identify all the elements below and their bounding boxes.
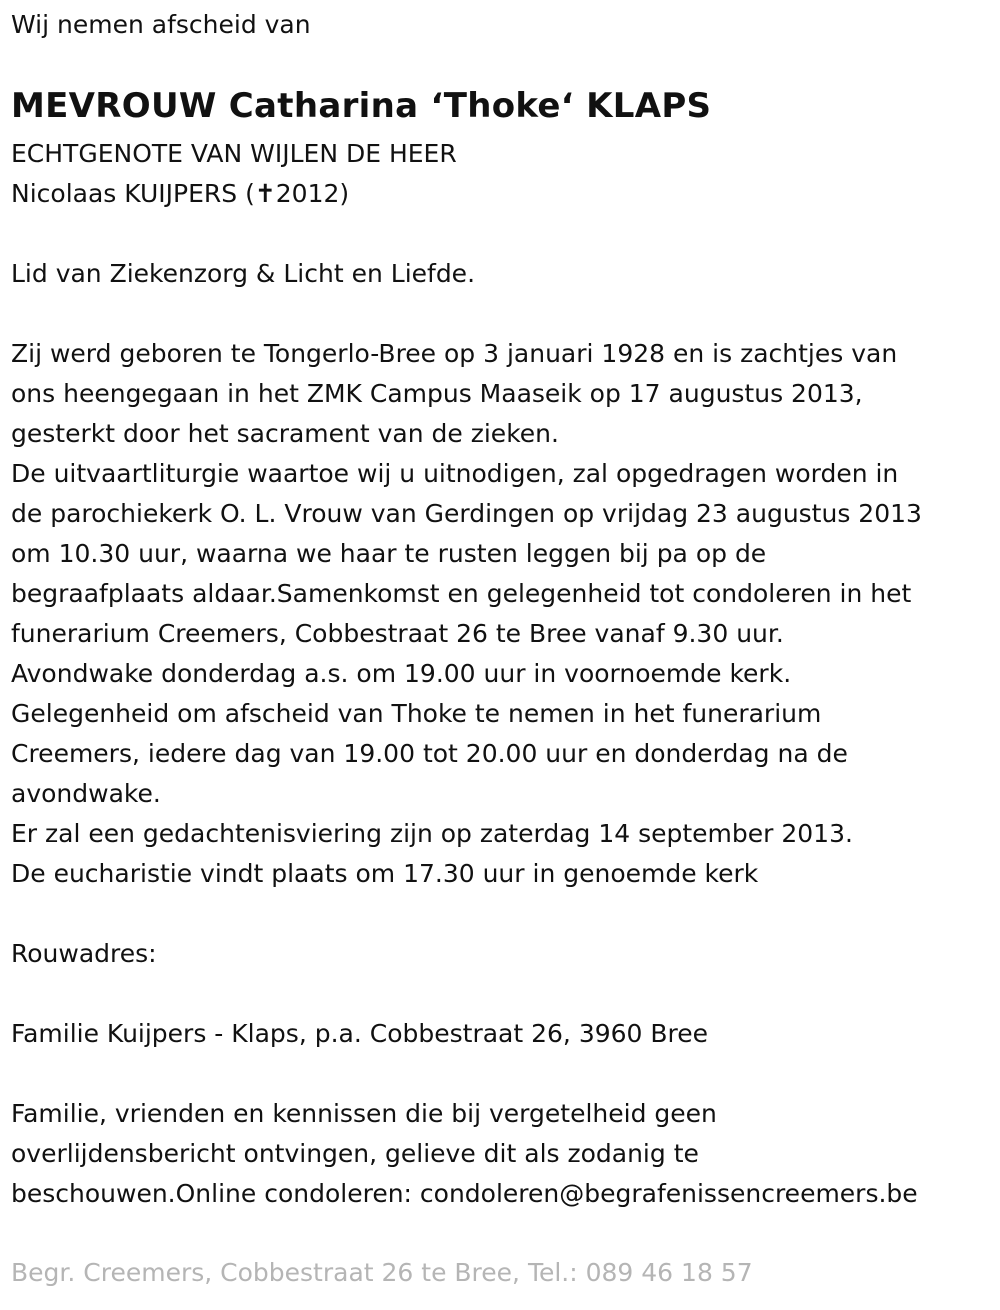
spouse-line-1: ECHTGENOTE VAN WIJLEN DE HEER [11, 139, 457, 168]
main-line: Zij werd geboren te Tongerlo-Bree op 3 januari 1928 en is zachtjes van [11, 339, 898, 368]
main-line: begraafplaats aldaar.Samenkomst en gelegenheid tot condoleren in het [11, 579, 912, 608]
membership-block [11, 254, 475, 294]
notice-block [11, 1094, 918, 1214]
main-announcement [11, 334, 922, 894]
main-line: Gelegenheid om afscheid van Thoke te nemen in het funerarium [11, 699, 822, 728]
main-line: ons heengegaan in het ZMK Campus Maaseik op 17 augustus 2013, [11, 379, 863, 408]
rouwadres-block [11, 934, 157, 974]
main-line: Creemers, iedere dag van 19.00 tot 20.00 uur en donderdag na de [11, 739, 848, 768]
main-line: De uitvaartliturgie waartoe wij u uitnodigen, zal opgedragen worden in [11, 459, 899, 488]
spouse-line-2: Nicolaas KUIJPERS (✝2012) [11, 179, 350, 208]
footer-funeral-home: Begr. Creemers, Cobbestraat 26 te Bree, Tel.: 089 46 18 57 [11, 1258, 753, 1287]
main-line: De eucharistie vindt plaats om 17.30 uur in genoemde kerk [11, 859, 759, 888]
rouwadres-label: Rouwadres: [11, 939, 157, 968]
main-line: om 10.30 uur, waarna we haar te rusten leggen bij pa op de [11, 539, 767, 568]
main-line: gesterkt door het sacrament van de zieken. [11, 419, 559, 448]
main-line: de parochiekerk O. L. Vrouw van Gerdingen op vrijdag 23 augustus 2013 [11, 499, 922, 528]
main-line: Avondwake donderdag a.s. om 19.00 uur in voornoemde kerk. [11, 659, 792, 688]
main-line: avondwake. [11, 779, 161, 808]
notice-line: beschouwen.Online condoleren: condoleren@begrafenissencreemers.be [11, 1179, 918, 1208]
intro-text: Wij nemen afscheid van [11, 10, 311, 39]
main-line: funerarium Creemers, Cobbestraat 26 te Bree vanaf 9.30 uur. [11, 619, 784, 648]
main-line: Er zal een gedachtenisviering zijn op zaterdag 14 september 2013. [11, 819, 853, 848]
notice-line: overlijdensbericht ontvingen, gelieve dit als zodanig te [11, 1139, 699, 1168]
membership-text: Lid van Ziekenzorg & Licht en Liefde. [11, 259, 476, 288]
family-address: Familie Kuijpers - Klaps, p.a. Cobbestraat 26, 3960 Bree [11, 1019, 709, 1048]
family-address-block [11, 1014, 708, 1054]
spouse-block [11, 134, 457, 214]
deceased-name-title: MEVROUW Catharina ‘Thoke‘ KLAPS [11, 86, 712, 126]
notice-line: Familie, vrienden en kennissen die bij vergetelheid geen [11, 1099, 717, 1128]
